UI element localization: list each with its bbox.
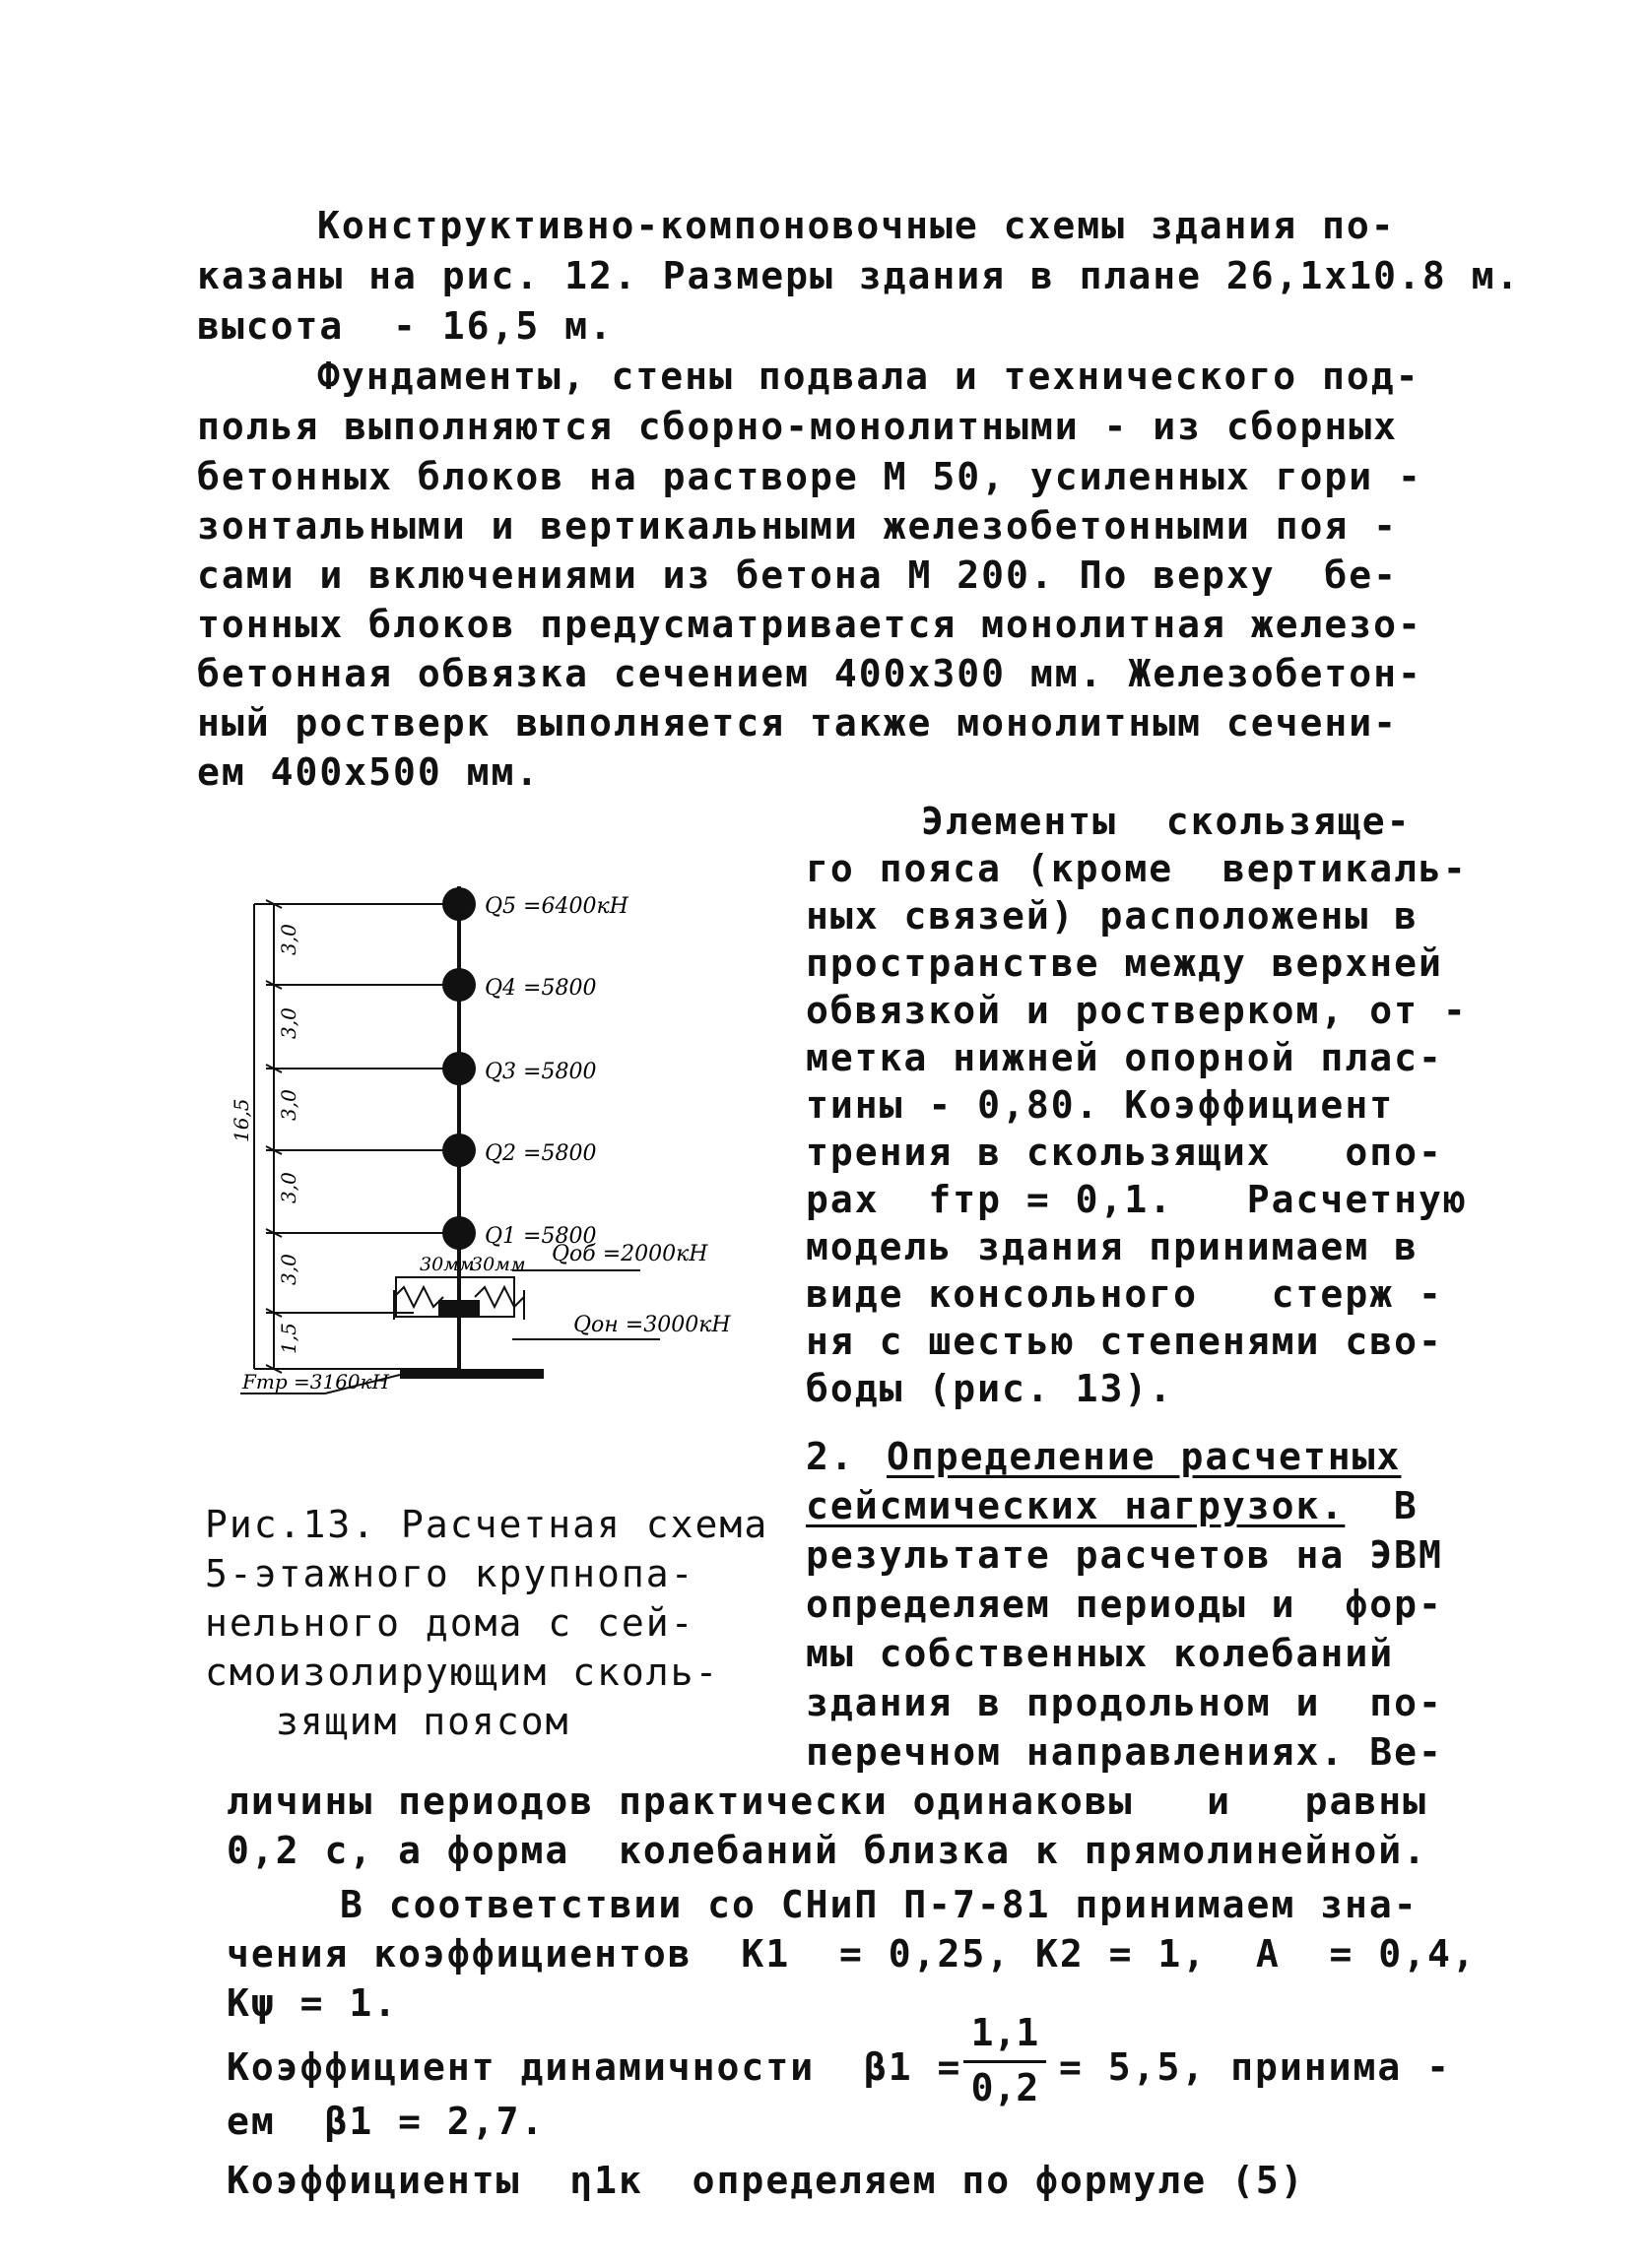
right-col-line-4: пространстве между верхней	[806, 941, 1443, 985]
section2-title-after: В	[1369, 1484, 1419, 1527]
right-col-line-9: рах fтр = 0,1. Расчетную	[806, 1178, 1468, 1221]
spring-right	[475, 1287, 524, 1307]
mass-q3	[442, 1052, 476, 1085]
base-load-lower: Qон =3000кН	[573, 1313, 731, 1337]
para2-line-6: тонных блоков предусматривается монолитная железо-	[197, 603, 1422, 646]
mass-q1	[442, 1216, 476, 1250]
para1-line-1: Конструктивно-компоновочные схемы здания по-	[317, 204, 1396, 247]
dynamic-suffix: = 5,5, принима -	[1059, 2045, 1452, 2089]
right-col-line-13: боды (рис. 13).	[806, 1367, 1174, 1410]
load-label-q4: Q4 =5800	[485, 976, 597, 1001]
figure-caption-line-5: зящим поясом	[276, 1700, 570, 1743]
right-col-line-6: метка нижней опорной плас-	[806, 1036, 1443, 1079]
story-dim-5: 3,0	[277, 924, 300, 955]
right-col-line-2: го пояса (кроме вертикаль-	[806, 847, 1468, 890]
spring-left	[394, 1287, 443, 1307]
total-height: 16,5	[230, 1098, 253, 1142]
section2-number: 2.	[806, 1435, 855, 1478]
dynamic-prefix: Коэффициент динамичности β1 =	[227, 2045, 962, 2089]
section2-title-line-1: Определение расчетных	[887, 1435, 1402, 1478]
tail-line-5: Кψ = 1.	[227, 1981, 399, 2025]
para2-line-3: бетонных блоков на растворе М 50, усиленных гори -	[197, 455, 1422, 498]
gap-label-right: 30мм	[471, 1254, 526, 1275]
section2-title-line-2: сейсмических нагрузок.	[806, 1484, 1346, 1527]
para2-line-2: полья выполняются сборно-монолитными - из сборных	[197, 405, 1399, 448]
last-line: Коэффициенты η1к определяем по формуле (5)	[227, 2159, 1305, 2202]
right-col-line-11: виде консольного стерж -	[806, 1272, 1443, 1316]
ground-base	[400, 1369, 544, 1379]
mass-q5	[442, 887, 476, 921]
section2-line-2: определяем периоды и фор-	[806, 1583, 1443, 1626]
figure-caption-line-1: Рис.13. Расчетная схема	[205, 1503, 769, 1546]
friction-label: Fтр =3160кН	[242, 1370, 390, 1393]
para2-line-9: ем 400х500 мм.	[197, 750, 541, 794]
para2-line-7: бетонная обвязка сечением 400х300 мм. Железобетон-	[197, 652, 1422, 695]
section2-line-5: перечном направлениях. Ве-	[806, 1730, 1443, 1774]
base-load-upper: Qоб =2000кН	[552, 1242, 708, 1266]
section2-line-3: мы собственных колебаний	[806, 1632, 1395, 1675]
tail-line-3: В соответствии со СНиП П-7-81 принимаем зна-	[340, 1883, 1419, 1926]
fraction-denominator: 0,2	[970, 2066, 1039, 2109]
right-col-line-3: ных связей) расположены в	[806, 894, 1419, 938]
story-dim-3: 3,0	[277, 1089, 300, 1121]
figure-caption-line-2: 5-этажного крупнопа-	[205, 1552, 695, 1595]
para2-line-4: зонтальными и вертикальными железобетонными поя -	[197, 504, 1399, 548]
tail-line-4: чения коэффициентов К1 = 0,25, К2 = 1, А = 0,4,	[227, 1932, 1477, 1976]
para1-line-3: высота - 16,5 м.	[197, 304, 614, 348]
para2-line-8: ный ростверк выполняется также монолитным сечени-	[197, 701, 1399, 745]
gap-label-left: 30мм	[420, 1254, 475, 1275]
right-col-line-12: ня с шестью степенями сво-	[806, 1320, 1443, 1363]
section2-line-1: результате расчетов на ЭВМ	[806, 1533, 1443, 1577]
story-dim-2: 3,0	[277, 1172, 300, 1203]
story-dim-1: 3,0	[277, 1254, 300, 1285]
mass-q4	[442, 968, 476, 1002]
load-label-q5: Q5 =6400кН	[485, 894, 628, 919]
section2-line-4: здания в продольном и по-	[806, 1681, 1443, 1724]
tail-line-2: 0,2 с, а форма колебаний близка к прямолинейной.	[227, 1829, 1428, 1872]
para1-line-2: казаны на рис. 12. Размеры здания в плане 26,1х10.8 м.	[197, 254, 1521, 297]
tail-line-1: личины периодов практически одинаковы и равны	[227, 1780, 1428, 1823]
figure-caption-line-4: смоизолирующим сколь-	[205, 1651, 720, 1694]
figure-caption-line-3: нельного дома с сей-	[205, 1601, 695, 1645]
mass-q2	[442, 1134, 476, 1167]
para2-line-5: сами и включениями из бетона М 200. По верху бе-	[197, 553, 1399, 597]
dynamic-line-2: ем β1 = 2,7.	[227, 2100, 546, 2143]
load-label-q2: Q2 =5800	[485, 1141, 597, 1166]
right-col-line-5: обвязкой и ростверком, от -	[806, 989, 1468, 1032]
figure-13-diagram	[227, 857, 778, 1408]
story-dim-base: 1,5	[277, 1323, 300, 1354]
right-col-line-10: модель здания принимаем в	[806, 1225, 1419, 1268]
right-col-line-1: Элементы скользяще-	[921, 800, 1412, 843]
para2-line-1: Фундаменты, стены подвала и технического под-	[317, 355, 1420, 398]
fraction-bar	[963, 2060, 1046, 2063]
load-label-q1: Q1 =5800	[485, 1224, 597, 1249]
load-label-q3: Q3 =5800	[485, 1060, 597, 1084]
story-dim-4: 3,0	[277, 1007, 300, 1039]
right-col-line-8: трения в скользящих опо-	[806, 1131, 1443, 1174]
right-col-line-7: тины - 0,80. Коэффициент	[806, 1083, 1395, 1127]
fraction-numerator: 1,1	[970, 2011, 1039, 2054]
